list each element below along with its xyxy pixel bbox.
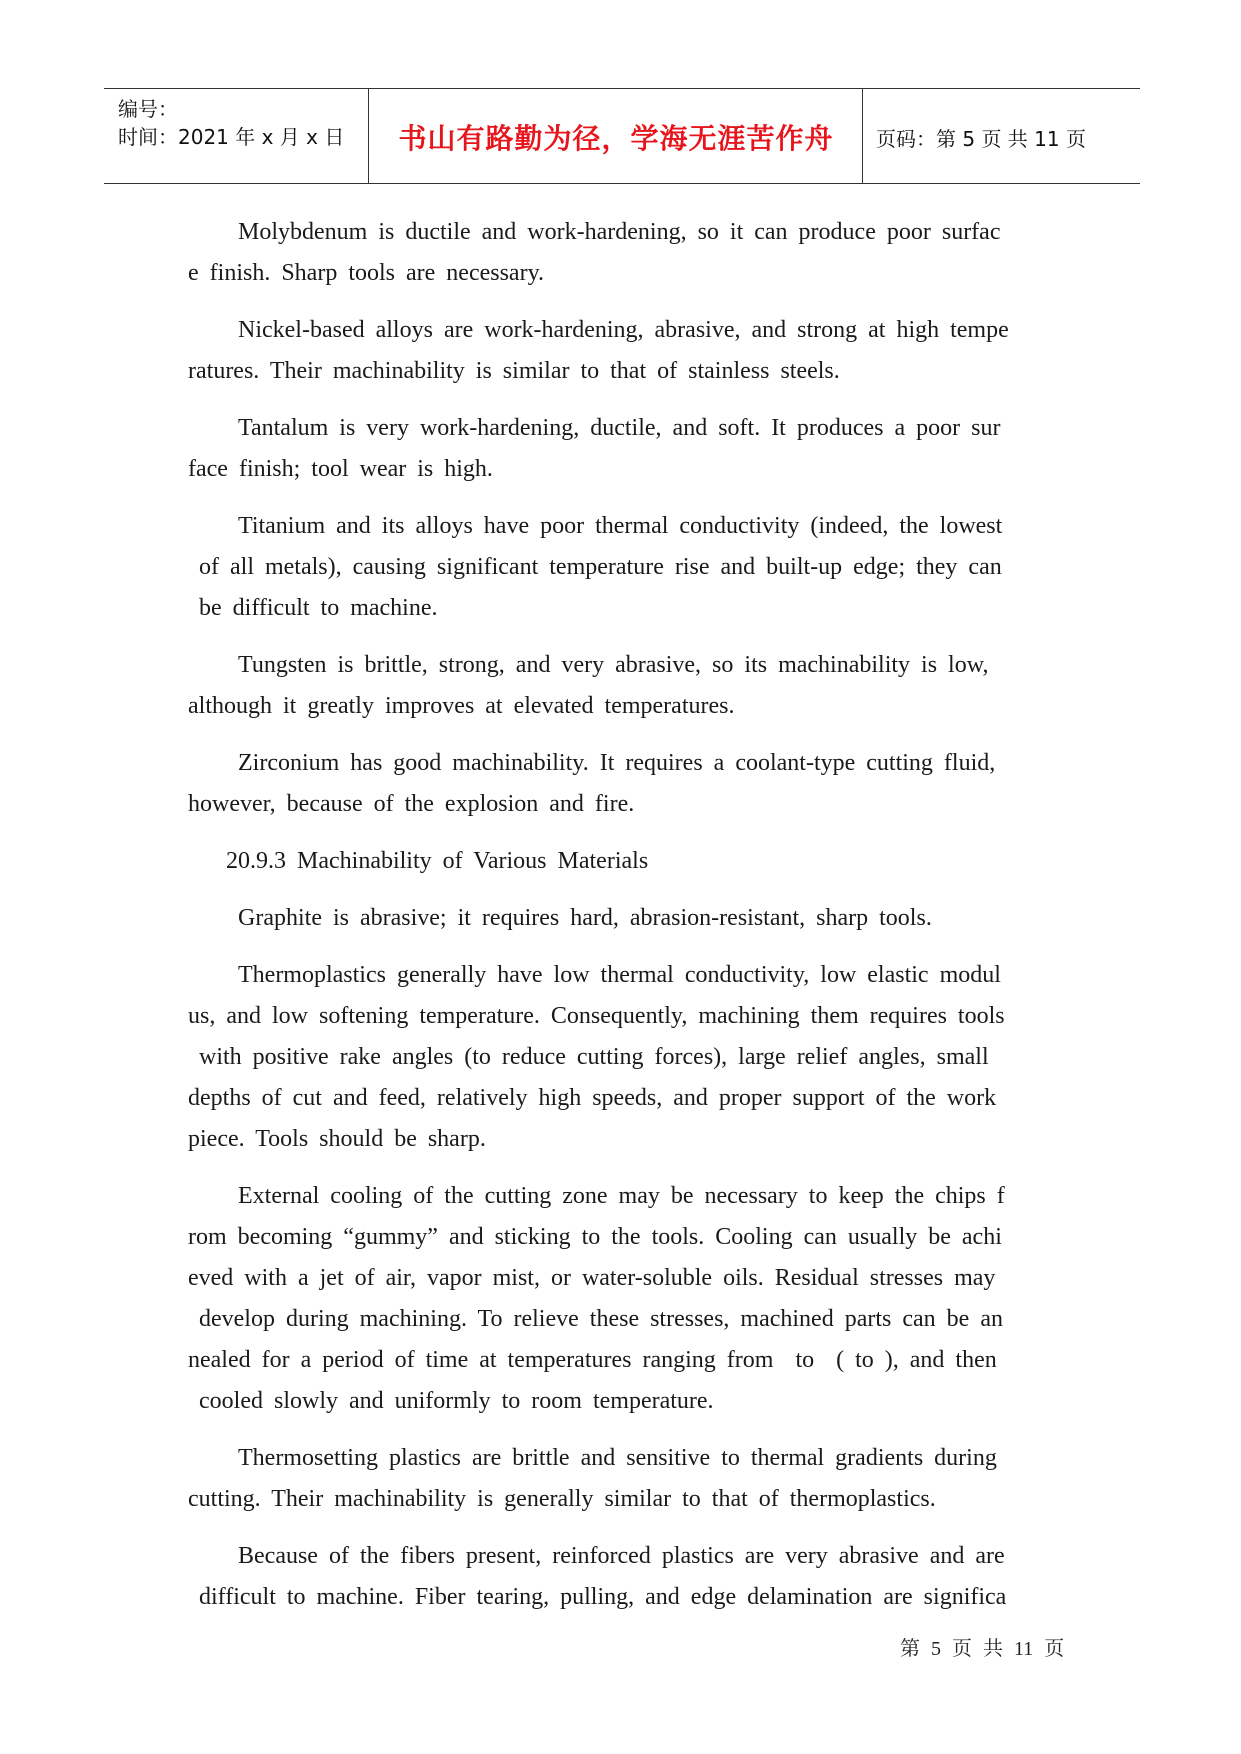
paragraph-line: with positive rake angles (to reduce cutting forces), large relief angles, small <box>188 1044 989 1070</box>
paragraph <box>188 408 1058 490</box>
document-body <box>188 212 1058 1634</box>
paragraph-line: of all metals), causing significant temperature rise and built-up edge; they can <box>188 554 1002 580</box>
paragraph <box>188 898 1058 939</box>
paragraph-line: cooled slowly and uniformly to room temperature. <box>188 1388 714 1414</box>
section-heading <box>188 841 1058 882</box>
paragraph <box>188 310 1058 392</box>
paragraph-line: eved with a jet of air, vapor mist, or water-soluble oils. Residual stresses may <box>188 1265 996 1291</box>
paragraph-line: although it greatly improves at elevated temperatures. <box>188 693 735 719</box>
header-info-cell <box>104 89 369 183</box>
paragraph-line: nealed for a period of time at temperatures ranging from to ( to ), and then <box>188 1347 997 1373</box>
paragraph-line: be difficult to machine. <box>188 595 438 621</box>
paragraph-line: Because of the fibers present, reinforced plastics are very abrasive and are <box>238 1543 1005 1569</box>
paragraph-line: Molybdenum is ductile and work-hardening, so it can produce poor surfac <box>238 219 1001 245</box>
paragraph <box>188 743 1058 825</box>
paragraph-line: Nickel-based alloys are work-hardening, abrasive, and strong at high tempe <box>238 317 1009 343</box>
header-motto: 书山有路勤为径，学海无涯苦作舟 <box>398 122 834 155</box>
document-time-label: 时间：2021 年 x 月 x 日 <box>118 125 345 149</box>
paragraph-line: Graphite is abrasive; it requires hard, abrasion-resistant, sharp tools. <box>238 905 932 931</box>
paragraph <box>188 506 1058 629</box>
header-page-cell <box>864 89 1140 183</box>
paragraph <box>188 645 1058 727</box>
paragraph-line: piece. Tools should be sharp. <box>188 1126 486 1152</box>
document-header <box>104 88 1140 184</box>
paragraph <box>188 212 1058 294</box>
paragraph <box>188 955 1058 1160</box>
paragraph-line: face finish; tool wear is high. <box>188 456 493 482</box>
header-motto-cell <box>370 89 863 183</box>
paragraph-line: Zirconium has good machinability. It requires a coolant-type cutting fluid, <box>238 750 996 776</box>
paragraph-line: rom becoming “gummy” and sticking to the tools. Cooling can usually be achi <box>188 1224 1002 1250</box>
paragraph-line: Titanium and its alloys have poor thermal conductivity (indeed, the lowest <box>238 513 1003 539</box>
paragraph-line: us, and low softening temperature. Consequently, machining them requires tools <box>188 1003 1005 1029</box>
paragraph-line: External cooling of the cutting zone may be necessary to keep the chips f <box>238 1183 1005 1209</box>
paragraph <box>188 1176 1058 1422</box>
paragraph-line: develop during machining. To relieve these stresses, machined parts can be an <box>188 1306 1003 1332</box>
paragraph-line: Tungsten is brittle, strong, and very abrasive, so its machinability is low, <box>238 652 989 678</box>
paragraph-line: Thermoplastics generally have low thermal conductivity, low elastic modul <box>238 962 1001 988</box>
paragraph-line: e finish. Sharp tools are necessary. <box>188 260 545 286</box>
paragraph <box>188 1536 1058 1618</box>
paragraph-line: Thermosetting plastics are brittle and sensitive to thermal gradients during <box>238 1445 997 1471</box>
paragraph-line: however, because of the explosion and fire. <box>188 791 635 817</box>
paragraph-line: difficult to machine. Fiber tearing, pulling, and edge delamination are significa <box>188 1584 1007 1610</box>
paragraph-line: ratures. Their machinability is similar to that of stainless steels. <box>188 358 840 384</box>
document-number-label: 编号： <box>118 97 178 121</box>
paragraph-line: depths of cut and feed, relatively high speeds, and proper support of the work <box>188 1085 997 1111</box>
paragraph <box>188 1438 1058 1520</box>
paragraph-line: 20.9.3 Machinability of Various Materials <box>226 848 649 874</box>
paragraph-line: cutting. Their machinability is generally similar to that of thermoplastics. <box>188 1486 936 1512</box>
header-page-number: 页码：第 5 页 共 11 页 <box>876 127 1086 151</box>
footer-page-number: 第 5 页 共 11 页 <box>900 1638 1065 1660</box>
paragraph-line: Tantalum is very work-hardening, ductile, and soft. It produces a poor sur <box>238 415 1001 441</box>
